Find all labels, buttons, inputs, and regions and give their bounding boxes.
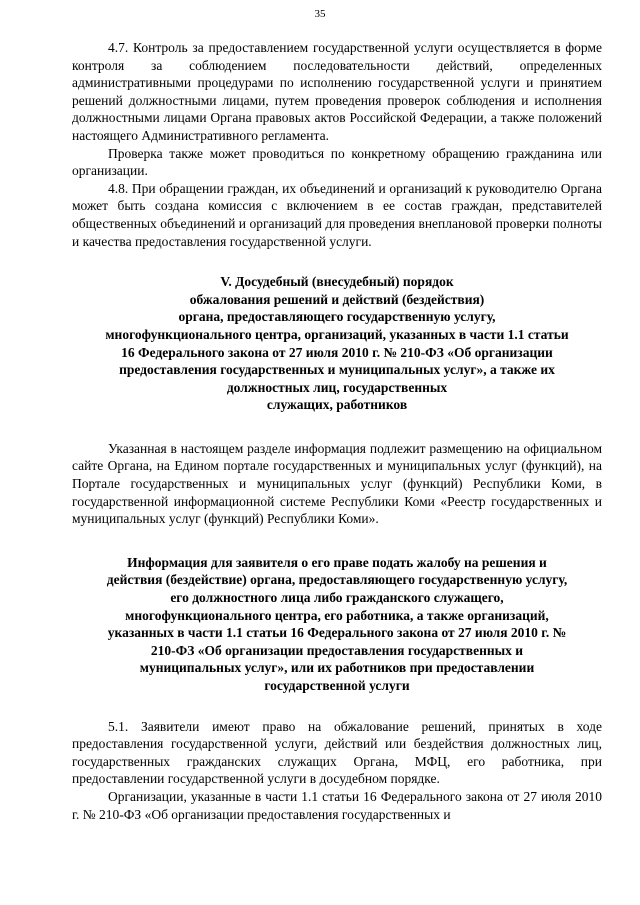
section-heading-line: 16 Федерального закона от 27 июля 2010 г. № 210-ФЗ «Об организации bbox=[121, 344, 553, 360]
paragraph-info-placement: Указанная в настоящем разделе информация подлежит размещению на официальном сайте Органа, на Едином портале государственных и муниципальных услуг (функций), на Портале государственных и муниципальных услуг (функций) Республики Коми, в государственной информационной системе Республики Коми «Реестр государственных и муниципальных услуг (функций) Республики Коми». bbox=[72, 440, 602, 527]
paragraph-organizations: Организации, указанные в части 1.1 статьи 16 Федерального закона от 27 июля 2010 г. № 210-ФЗ «Об организации предоставления государственных и bbox=[72, 788, 602, 822]
section-heading-line: предоставления государственных и муниципальных услуг», а также их bbox=[119, 362, 555, 378]
subheading-line: указанных в части 1.1 статьи 16 Федерального закона от 27 июля 2010 г. № bbox=[107, 625, 567, 641]
subheading-line: действия (бездействие) органа, предоставляющего государственную услугу, bbox=[106, 572, 568, 588]
subheading-line: 210-ФЗ «Об организации предоставления государственных и bbox=[150, 642, 524, 658]
section-heading-line: должностных лиц, государственных bbox=[226, 379, 448, 395]
section-heading-line: служащих, работников bbox=[266, 397, 408, 413]
subheading-line: его должностного лица либо гражданского служащего, bbox=[170, 590, 504, 606]
paragraph-check: Проверка также может проводиться по конкретному обращению гражданина или организации. bbox=[72, 145, 602, 179]
paragraph-4-8: 4.8. При обращении граждан, их объединений и организаций к руководителю Органа может быть создана комиссия с включением в ее состав граждан, представителей общественных объединений и организаций для проведения внеплановой проверки полноты и качества предоставления государственной услуги. bbox=[72, 180, 602, 249]
section-heading-line: многофункционального центра, организаций, указанных в части 1.1 статьи bbox=[105, 326, 569, 342]
paragraph-5-1: 5.1. Заявители имеют право на обжалование решений, принятых в ходе предоставления государственной услуги, действий или бездействия должностных лиц, государственных гражданских служащих Органа, МФЦ, его работника, при предоставлении государственной услуги в досудебном порядке. bbox=[72, 718, 602, 787]
subheading-line: муниципальных услуг», или их работников при предоставлении bbox=[139, 660, 535, 676]
subheading-line: многофункционального центра, его работника, а также организаций, bbox=[125, 607, 549, 623]
section-heading-line: обжалования решений и действий (бездействия) bbox=[189, 291, 485, 307]
section-v-heading bbox=[72, 273, 602, 414]
page-content bbox=[72, 39, 602, 823]
paragraph-4-7: 4.7. Контроль за предоставлением государственной услуги осуществляется в форме контроля за соблюдением последовательности действий, определенных административными процедурами по исполнению государственной услуги и принятием решений должностными лицами, путем проведения проверок соблюдения и исполнения должностными лицами Органа правовых актов Российской Федерации, а также положений настоящего Административного регламента. bbox=[72, 40, 602, 143]
section-heading-line: органа, предоставляющего государственную услугу, bbox=[178, 309, 496, 325]
subheading-line: государственной услуги bbox=[264, 678, 410, 693]
subheading-line: Информация для заявителя о его праве подать жалобу на решения и bbox=[127, 554, 547, 570]
complaint-info-subheading bbox=[72, 554, 602, 695]
section-heading-line: V. Досудебный (внесудебный) порядок bbox=[220, 274, 454, 290]
page-number: 35 bbox=[314, 8, 326, 20]
